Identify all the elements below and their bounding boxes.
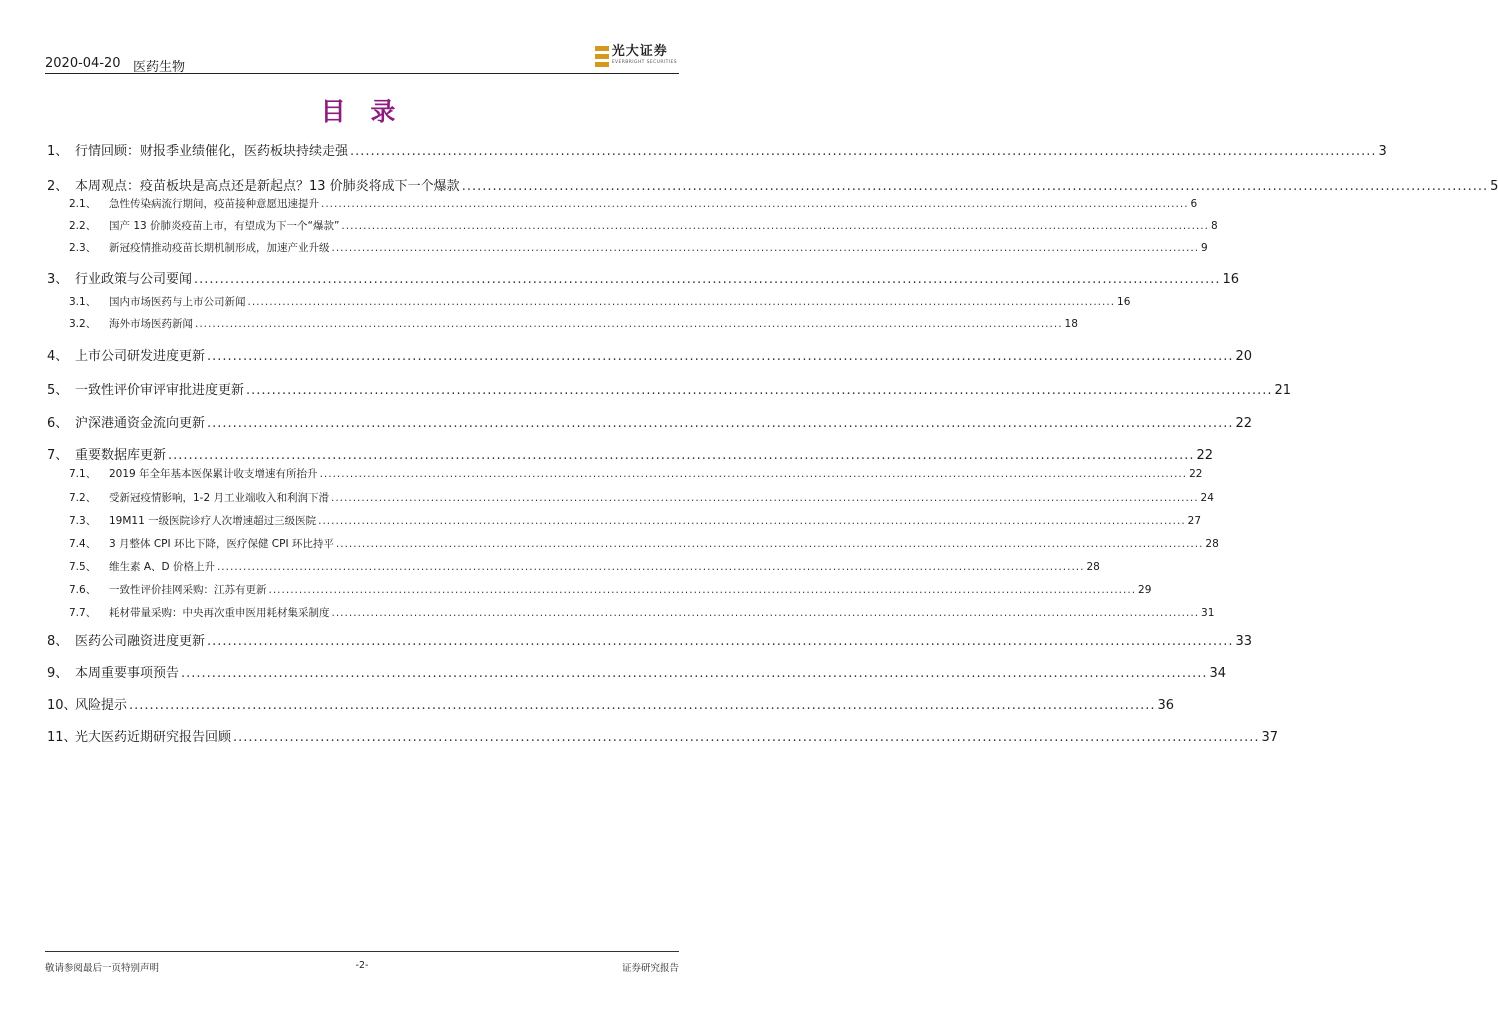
toc-entry-page: 22	[1196, 448, 1214, 463]
toc-entry-number: 7.6、	[69, 584, 97, 596]
toc-entry[interactable]	[47, 268, 1240, 287]
toc-entry-title: 维生素 A、D 价格上升	[109, 561, 215, 573]
toc-entry-number: 3.1、	[69, 296, 97, 308]
report-sector: 医药生物	[133, 60, 186, 75]
toc-entry[interactable]	[47, 175, 1498, 194]
toc-entry-page: 8	[1210, 220, 1218, 232]
toc-dot-leader: ........................................................................................................................................................................................................	[331, 607, 1200, 619]
toc-entry-page: 24	[1200, 492, 1214, 504]
toc-entry-page: 16	[1222, 272, 1240, 287]
toc-entry-title: 2019 年全年基本医保累计收支增速有所抬升	[109, 468, 318, 480]
toc-subentry[interactable]	[47, 559, 1100, 574]
toc-dot-leader: ........................................................................................................................................................................................................	[181, 666, 1208, 681]
footer-divider	[45, 951, 679, 952]
toc-entry-number: 6、	[47, 416, 69, 431]
toc-entry-title: 急性传染病流行期间，疫苗接种意愿迅速提升	[109, 198, 319, 210]
toc-entry-number: 5、	[47, 383, 69, 398]
toc-entry[interactable]	[47, 379, 1292, 398]
toc-entry-number: 7.1、	[69, 468, 97, 480]
toc-entry[interactable]	[47, 694, 1175, 713]
toc-entry-number: 7.2、	[69, 492, 97, 504]
toc-entry-page: 33	[1235, 634, 1253, 649]
toc-entry-number: 8、	[47, 634, 69, 649]
toc-entry-page: 16	[1117, 296, 1131, 308]
toc-entry-page: 21	[1274, 383, 1292, 398]
toc-entry-number: 7.3、	[69, 515, 97, 527]
toc-dot-leader: ........................................................................................................................................................................................................	[321, 198, 1189, 210]
toc-entry-page: 29	[1138, 584, 1152, 596]
toc-dot-leader: ........................................................................................................................................................................................................	[207, 416, 1234, 431]
toc-entry-number: 3.2、	[69, 318, 97, 330]
toc-entry-number: 2、	[47, 179, 69, 194]
toc-entry-title: 本周观点：疫苗板块是高点还是新起点？13 价肺炎将成下一个爆款	[75, 179, 460, 194]
toc-entry[interactable]	[47, 630, 1253, 649]
toc-entry-page: 34	[1209, 666, 1227, 681]
toc-entry-number: 3、	[47, 272, 69, 287]
toc-dot-leader: ........................................................................................................................................................................................................	[207, 349, 1234, 364]
toc-entry-number: 2.2、	[69, 220, 97, 232]
toc-dot-leader: ........................................................................................................................................................................................................	[331, 492, 1199, 504]
toc-dot-leader: ........................................................................................................................................................................................................	[233, 730, 1260, 745]
toc-dot-leader: ........................................................................................................................................................................................................	[341, 220, 1209, 232]
toc-entry-title: 风险提示	[75, 698, 128, 713]
toc-entry-number: 7.7、	[69, 607, 97, 619]
logo-chinese-name: 光大证券	[611, 44, 668, 59]
toc-entry-title: 光大医药近期研究报告回顾	[75, 730, 232, 745]
toc-entry[interactable]	[47, 412, 1253, 431]
toc-entry[interactable]	[47, 662, 1227, 681]
toc-entry-title: 行业政策与公司要闻	[75, 272, 193, 287]
toc-dot-leader: ........................................................................................................................................................................................................	[268, 584, 1137, 596]
toc-subentry[interactable]	[47, 316, 1078, 331]
report-date: 2020-04-20	[45, 56, 121, 71]
toc-dot-leader: ........................................................................................................................................................................................................	[195, 318, 1063, 330]
toc-entry-title: 沪深港通资金流向更新	[75, 416, 206, 431]
toc-dot-leader: ........................................................................................................................................................................................................	[331, 242, 1200, 254]
toc-dot-leader: ........................................................................................................................................................................................................	[461, 179, 1489, 194]
toc-entry-title: 受新冠疫情影响，1-2 月工业端收入和利润下滑	[109, 492, 329, 504]
page-number: -2-	[355, 960, 369, 971]
company-logo	[595, 44, 677, 68]
toc-subentry[interactable]	[47, 240, 1208, 255]
toc-dot-leader: ........................................................................................................................................................................................................	[350, 144, 1377, 159]
toc-entry-title: 上市公司研发进度更新	[75, 349, 206, 364]
toc-entry-title: 19M11 一级医院诊疗人次增速超过三级医院	[109, 515, 317, 527]
toc-entry-title: 国内市场医药与上市公司新闻	[109, 296, 246, 308]
toc-entry-page: 3	[1378, 144, 1387, 159]
toc-entry-number: 7.5、	[69, 561, 97, 573]
toc-entry-number: 11、	[47, 730, 77, 745]
toc-entry-number: 1、	[47, 144, 69, 159]
toc-entry-number: 7、	[47, 448, 69, 463]
toc-dot-leader: ........................................................................................................................................................................................................	[318, 515, 1186, 527]
toc-dot-leader: ........................................................................................................................................................................................................	[194, 272, 1221, 287]
toc-dot-leader: ........................................................................................................................................................................................................	[246, 383, 1273, 398]
toc-entry-title: 医药公司融资进度更新	[75, 634, 206, 649]
toc-entry-title: 耗材带量采购：中央再次重申医用耗材集采制度	[109, 607, 330, 619]
toc-entry-page: 27	[1187, 515, 1202, 527]
toc-entry[interactable]	[47, 726, 1279, 745]
toc-entry-page: 37	[1261, 730, 1279, 745]
toc-subentry[interactable]	[47, 513, 1202, 528]
toc-dot-leader: ........................................................................................................................................................................................................	[129, 698, 1156, 713]
logo-english-name: EVERBRIGHT SECURITIES	[611, 60, 677, 65]
toc-entry-number: 2.3、	[69, 242, 97, 254]
toc-entry-number: 9、	[47, 666, 69, 681]
toc-entry-page: 28	[1205, 538, 1219, 550]
toc-entry-page: 22	[1235, 416, 1253, 431]
toc-entry-page: 20	[1235, 349, 1253, 364]
toc-dot-leader: ........................................................................................................................................................................................................	[335, 538, 1204, 550]
toc-entry-page: 28	[1086, 561, 1100, 573]
toc-subentry[interactable]	[47, 605, 1215, 620]
toc-entry[interactable]	[47, 345, 1253, 364]
toc-dot-leader: ........................................................................................................................................................................................................	[207, 634, 1234, 649]
toc-dot-leader: ........................................................................................................................................................................................................	[247, 296, 1116, 308]
toc-entry-page: 18	[1064, 318, 1078, 330]
toc-entry-title: 3 月整体 CPI 环比下降，医疗保健 CPI 环比持平	[109, 538, 334, 550]
page-header	[45, 44, 679, 75]
toc-entry-title: 一致性评价挂网采购：江苏有更新	[109, 584, 267, 596]
toc-subentry[interactable]	[47, 294, 1131, 309]
toc-entry-number: 4、	[47, 349, 69, 364]
toc-entry[interactable]	[47, 140, 1387, 159]
toc-entry-title: 一致性评价审评审批进度更新	[75, 383, 245, 398]
toc-entry-title: 海外市场医药新闻	[109, 318, 193, 330]
toc-subentry[interactable]	[47, 466, 1203, 481]
footer-report-type: 证券研究报告	[621, 963, 679, 974]
toc-entry-number: 2.1、	[69, 198, 97, 210]
toc-entry-page: 6	[1190, 198, 1198, 210]
logo-mark-icon	[595, 44, 609, 68]
footer-disclaimer: 敬请参阅最后一页特别声明	[45, 963, 160, 974]
toc-entry-page: 36	[1157, 698, 1175, 713]
toc-dot-leader: ........................................................................................................................................................................................................	[216, 561, 1085, 573]
toc-subentry[interactable]	[47, 218, 1218, 233]
toc-subentry[interactable]	[47, 490, 1214, 505]
toc-entry-page: 5	[1490, 179, 1498, 194]
toc-title: 目 录	[320, 97, 404, 126]
toc-subentry[interactable]	[47, 536, 1219, 551]
toc-entry-number: 10、	[47, 698, 77, 713]
toc-entry-page: 22	[1189, 468, 1203, 480]
toc-dot-leader: ........................................................................................................................................................................................................	[319, 468, 1188, 480]
toc-subentry[interactable]	[47, 196, 1198, 211]
header-divider	[45, 73, 679, 74]
toc-entry-title: 本周重要事项预告	[75, 666, 180, 681]
toc-entry-page: 31	[1201, 607, 1215, 619]
toc-entry[interactable]	[47, 444, 1214, 463]
toc-entry-number: 7.4、	[69, 538, 97, 550]
toc-dot-leader: ........................................................................................................................................................................................................	[168, 448, 1195, 463]
toc-subentry[interactable]	[47, 582, 1152, 597]
toc-entry-title: 行情回顾：财报季业绩催化，医药板块持续走强	[75, 144, 349, 159]
toc-entry-title: 国产 13 价肺炎疫苗上市，有望成为下一个“爆款”	[109, 220, 340, 232]
toc-entry-title: 新冠疫情推动疫苗长期机制形成，加速产业升级	[109, 242, 330, 254]
toc-entry-title: 重要数据库更新	[75, 448, 167, 463]
toc-entry-page: 9	[1201, 242, 1208, 254]
